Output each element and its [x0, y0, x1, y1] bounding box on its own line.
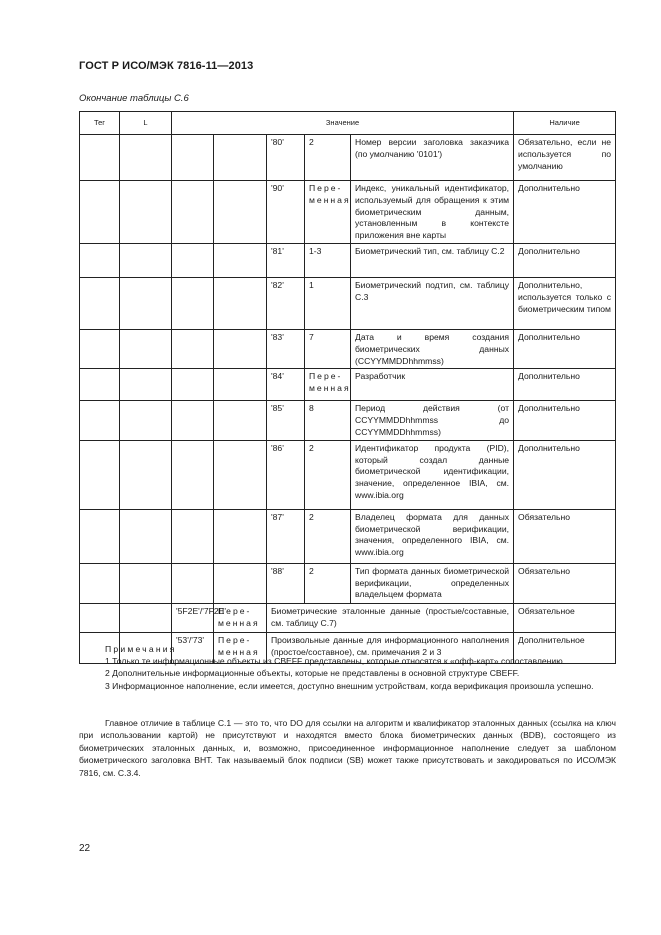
row-presence: Дополнительно, используется только с биометрическим типом — [514, 277, 616, 329]
table-row — [80, 440, 616, 509]
empty-cell — [120, 401, 172, 440]
row-presence: Дополнительное — [514, 632, 616, 663]
header-length: L — [120, 112, 172, 135]
empty-cell — [80, 243, 120, 277]
empty-cell — [172, 277, 214, 329]
table-row — [80, 369, 616, 401]
note-2: 2 Дополнительные информационные объекты, которые не представлены в основной структуре CBEFF. — [105, 668, 520, 679]
empty-cell — [80, 369, 120, 401]
empty-cell — [80, 509, 120, 563]
note-1: 1 Только те информационные объекты из CBEFF представлены, которые относятся к «офф-карт» сопоставлению. — [105, 656, 566, 667]
empty-cell — [172, 440, 214, 509]
row-value: Период действия (от CCYYMMDDhhmmss до CCYYMMDDhhmmss) — [351, 401, 514, 440]
row-presence: Дополнительно — [514, 401, 616, 440]
empty-cell — [214, 401, 267, 440]
row-tag: '85' — [267, 401, 305, 440]
empty-cell — [120, 243, 172, 277]
empty-cell — [214, 509, 267, 563]
empty-cell — [120, 369, 172, 401]
row-tag: '86' — [267, 440, 305, 509]
empty-cell — [172, 401, 214, 440]
empty-cell — [214, 440, 267, 509]
empty-cell — [214, 243, 267, 277]
row-length: 8 — [305, 401, 351, 440]
table-header-row — [80, 112, 616, 135]
row-value: Биометрический подтип, см. таблицу С.3 — [351, 277, 514, 329]
header-value: Значение — [172, 112, 514, 135]
table-row — [80, 243, 616, 277]
empty-cell — [80, 440, 120, 509]
table-row — [80, 563, 616, 603]
row-tag: '88' — [267, 563, 305, 603]
table-caption: Окончание таблицы С.6 — [79, 93, 189, 104]
note-3: 3 Информационное наполнение, если имеется, доступно внешним устройствам, когда верификация произошла успешно. — [105, 680, 594, 691]
row-length: 1 — [305, 277, 351, 329]
empty-cell — [172, 243, 214, 277]
empty-cell — [214, 329, 267, 368]
empty-cell — [80, 277, 120, 329]
row-presence: Обязательное — [514, 603, 616, 632]
empty-cell — [172, 563, 214, 603]
empty-cell — [214, 181, 267, 244]
empty-cell — [80, 181, 120, 244]
empty-cell — [80, 603, 120, 632]
row-value: Тип формата данных биометрической верификации, определенных владельцем формата — [351, 563, 514, 603]
empty-cell — [80, 401, 120, 440]
row-length: 2 — [305, 509, 351, 563]
header-tag: Тег — [80, 112, 120, 135]
document-header: ГОСТ Р ИСО/МЭК 7816-11—2013 — [79, 60, 254, 72]
empty-cell — [172, 509, 214, 563]
row-value: Биометрический тип, см. таблицу С.2 — [351, 243, 514, 277]
row-tag: '5F2E'/'7F2E' — [172, 603, 214, 632]
table-row — [80, 509, 616, 563]
row-presence: Обязательно — [514, 509, 616, 563]
table-row — [80, 329, 616, 368]
row-length: Пере-менная — [305, 369, 351, 401]
row-presence: Обязательно — [514, 563, 616, 603]
row-tag: '84' — [267, 369, 305, 401]
empty-cell — [120, 135, 172, 181]
row-length: Пере-менная — [214, 632, 267, 663]
row-tag: '80' — [267, 135, 305, 181]
empty-cell — [120, 329, 172, 368]
table-row — [80, 181, 616, 244]
empty-cell — [172, 329, 214, 368]
row-length: 2 — [305, 563, 351, 603]
row-value: Биометрические эталонные данные (простые/составные, см. таблицу С.7) — [267, 603, 514, 632]
row-value: Произвольные данные для информационного наполнения (простое/составное), см. примечания 2 и 3 — [267, 632, 514, 663]
row-presence: Дополнительно — [514, 440, 616, 509]
empty-cell — [120, 603, 172, 632]
row-value: Владелец формата для данных биометрической верификации, значения, определенного IBIA, см. www.ibia.org — [351, 509, 514, 563]
row-presence: Дополнительно — [514, 243, 616, 277]
row-length: Пере-менная — [214, 603, 267, 632]
row-tag: '90' — [267, 181, 305, 244]
row-presence: Дополнительно — [514, 369, 616, 401]
row-tag: '87' — [267, 509, 305, 563]
row-presence: Дополнительно — [514, 329, 616, 368]
empty-cell — [80, 329, 120, 368]
data-table — [79, 111, 616, 664]
row-value: Идентификатор продукта (PID), который создал данные биометрической идентификации, значение, определенное IBIA, см. www.ibia.org — [351, 440, 514, 509]
row-presence: Обязательно, если не используется по умолчанию — [514, 135, 616, 181]
row-length: Пере-менная — [305, 181, 351, 244]
table-row — [80, 603, 616, 632]
table-row — [80, 277, 616, 329]
empty-cell — [172, 181, 214, 244]
empty-cell — [80, 135, 120, 181]
row-tag: '82' — [267, 277, 305, 329]
empty-cell — [214, 135, 267, 181]
row-value: Разработчик — [351, 369, 514, 401]
row-tag: '81' — [267, 243, 305, 277]
row-value: Номер версии заголовка заказчика (по умолчанию '0101') — [351, 135, 514, 181]
empty-cell — [120, 440, 172, 509]
row-length: 2 — [305, 135, 351, 181]
empty-cell — [214, 563, 267, 603]
notes-block — [79, 643, 616, 692]
empty-cell — [172, 135, 214, 181]
empty-cell — [120, 277, 172, 329]
row-tag: '53'/'73' — [172, 632, 214, 663]
body-paragraph: Главное отличие в таблице С.1 — это то, что DO для ссылки на алгоритм и квалификатор эталонных данных (ссылка на ключ при использовании картой) не присутствуют и находятся вместо блока биометрических данных (BDB), состоящего из биометрических эталонных данных, и, возможно, присоединенное информационное наполнение следует за шаблоном биометрического заголовка BHT. Так называемый блок подписи (SB) может также присутствовать и закодироваться по ИСО/МЭК 7816, см. С.3.4. — [79, 718, 616, 778]
empty-cell — [80, 563, 120, 603]
table-row — [80, 401, 616, 440]
table-row — [80, 135, 616, 181]
row-length: 7 — [305, 329, 351, 368]
row-tag: '83' — [267, 329, 305, 368]
row-presence: Дополнительно — [514, 181, 616, 244]
page-number: 22 — [79, 843, 91, 854]
empty-cell — [214, 369, 267, 401]
empty-cell — [120, 563, 172, 603]
empty-cell — [120, 509, 172, 563]
empty-cell — [120, 181, 172, 244]
row-value: Дата и время создания биометрических данных (CCYYMMDDhhmmss) — [351, 329, 514, 368]
notes-title: Примечания — [105, 644, 177, 654]
row-length: 2 — [305, 440, 351, 509]
empty-cell — [172, 369, 214, 401]
row-value: Индекс, уникальный идентификатор, используемый для обращения к этим биометрическим данным, установленным в контексте приложения вне карты — [351, 181, 514, 244]
empty-cell — [214, 277, 267, 329]
row-length: 1-3 — [305, 243, 351, 277]
header-presence: Наличие — [514, 112, 616, 135]
